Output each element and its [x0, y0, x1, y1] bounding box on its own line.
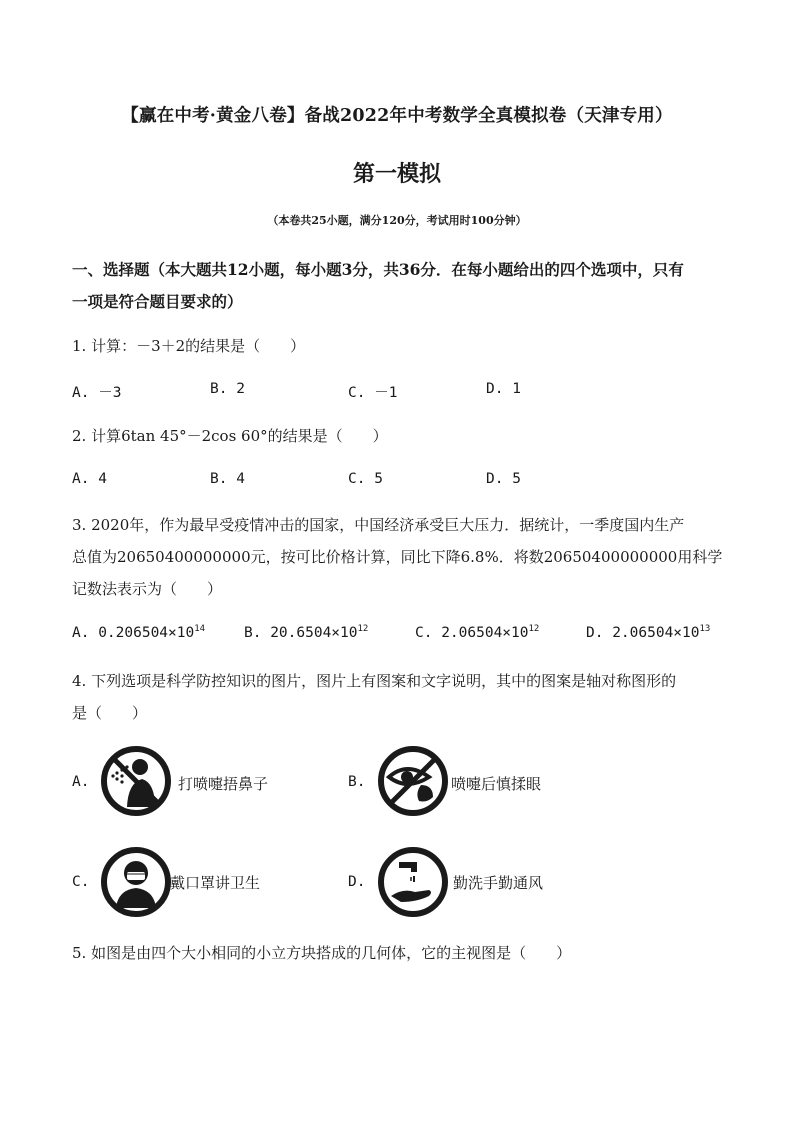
q3-option-d: D. $2.06504\times 10^{13}$	[586, 624, 711, 641]
wash-hands-icon	[377, 846, 449, 918]
q2-option-a: A. 4	[72, 471, 107, 487]
q1-option-a: A. －3	[72, 385, 122, 401]
question-1-stem: 1. 计算：－3＋2的结果是（ ）	[72, 337, 306, 355]
question-2-stem: 2. 计算6tan 45°－2cos 60°的结果是（ ）	[72, 427, 388, 445]
q4-option-c-letter: C.	[72, 874, 90, 890]
q1-option-d: D. 1	[486, 381, 521, 397]
question-4-line2: 是（ ）	[72, 704, 148, 722]
exam-title: 【赢在中考·黄金八卷】备战2022年中考数学全真模拟卷（天津专用）	[121, 106, 673, 126]
question-5-stem: 5. 如图是由四个大小相同的小立方块搭成的几何体，它的主视图是（ ）	[72, 944, 572, 962]
q4-option-a-label: 打喷嚏捂鼻子	[178, 775, 269, 793]
q4-option-b-letter: B.	[348, 774, 366, 790]
q3-option-a: A. $0.206504\times 10^{14}$	[72, 624, 206, 641]
q2-option-b: B. 4	[210, 471, 245, 487]
q1-option-c: C. －1	[348, 385, 398, 401]
q4-option-a-letter: A.	[72, 774, 90, 790]
question-3-line1: 3. 2020年，作为最早受疫情冲击的国家，中国经济承受巨大压力．据统计，一季度国内生产	[72, 516, 685, 534]
section-heading-line1: 一、选择题（本大题共12小题，每小题3分，共36分．在每小题给出的四个选项中，只有	[72, 260, 684, 279]
q3-option-b: B. $20.6504\times 10^{12}$	[244, 624, 369, 641]
q4-option-d-letter: D.	[348, 874, 366, 890]
no-sneeze-icon	[100, 745, 172, 817]
question-3-line3: 记数法表示为（ ）	[72, 580, 223, 598]
exam-note: （本卷共25小题，满分120分，考试用时100分钟）	[267, 214, 527, 227]
question-4-line1: 4. 下列选项是科学防控知识的图片，图片上有图案和文字说明，其中的图案是轴对称图形的	[72, 672, 677, 690]
q4-option-c-label: 戴口罩讲卫生	[170, 874, 261, 892]
no-rub-eye-icon	[377, 745, 449, 817]
q2-option-d: D. 5	[486, 471, 521, 487]
question-3-line2: 总值为20650400000000元，按可比价格计算，同比下降6.8%．将数20650400000000用科学	[72, 548, 723, 566]
exam-subtitle: 第一模拟	[352, 161, 441, 187]
q1-option-b: B. 2	[210, 381, 245, 397]
q4-option-b-label: 喷嚏后慎揉眼	[451, 775, 542, 793]
section-heading-line2: 一项是符合题目要求的）	[72, 292, 243, 311]
q4-option-d-label: 勤洗手勤通风	[453, 874, 544, 892]
q3-option-c: C. $2.06504\times 10^{12}$	[415, 624, 540, 641]
q2-option-c: C. 5	[348, 471, 383, 487]
mask-icon	[100, 846, 172, 918]
